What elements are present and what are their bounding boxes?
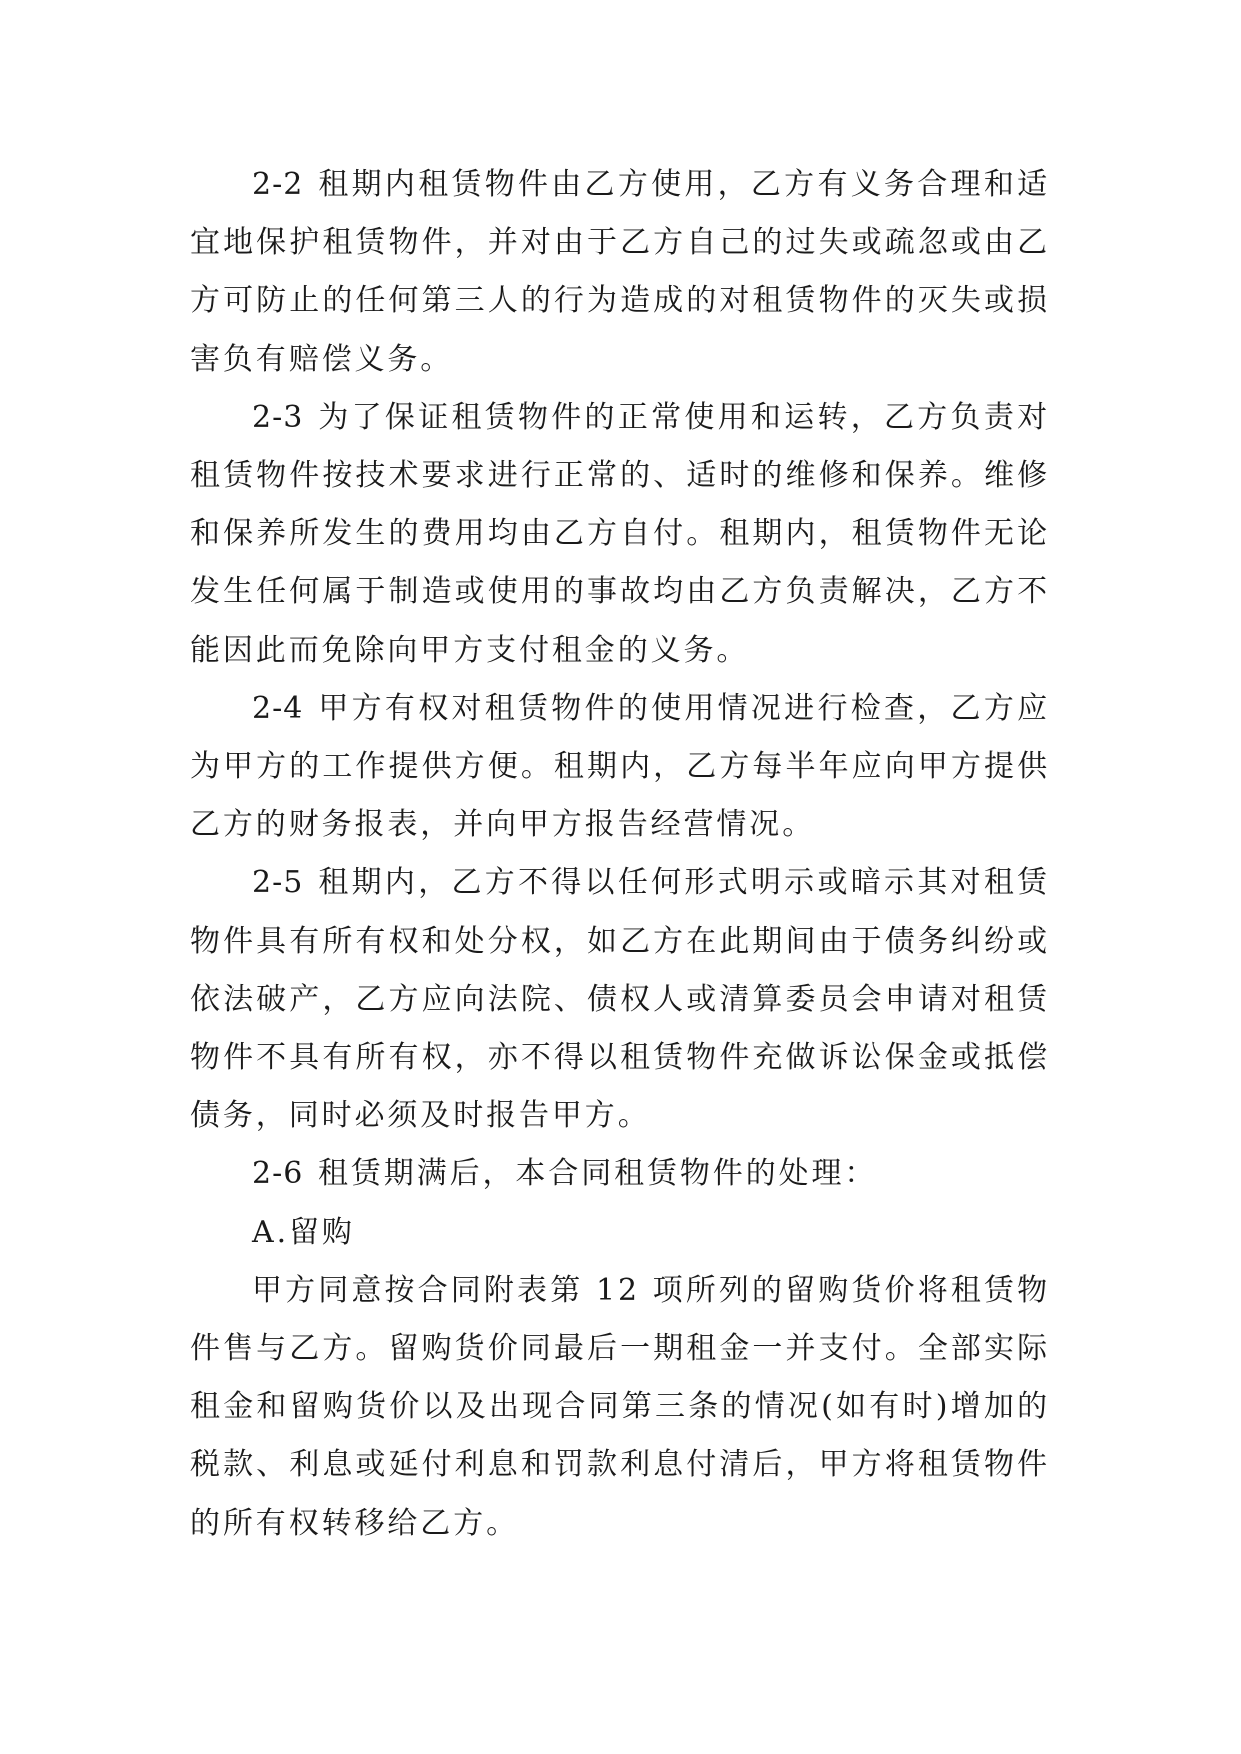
clause-2-6 xyxy=(190,1145,1050,1203)
clause-text: 为了保证租赁物件的正常使用和运转，乙方负责对租赁物件按技术要求进行正常的、适时的维修和保养。维修和保养所发生的费用均由乙方自付。租期内，租赁物件无论发生任何属于制造或使用的事故均由乙方负责解决，乙方不能因此而免除向甲方支付租金的义务。 xyxy=(190,399,1050,668)
clause-text: 租期内租赁物件由乙方使用，乙方有义务合理和适宜地保护租赁物件，并对由于乙方自己的过失或疏忽或由乙方可防止的任何第三人的行为造成的对租赁物件的灭失或损害负有赔偿义务。 xyxy=(190,167,1050,377)
clause-number: 2-6 xyxy=(252,1156,304,1192)
sub-heading-buyout: A.留购 xyxy=(252,1214,355,1250)
clause-2-3 xyxy=(190,389,1050,680)
buyout-paragraph: 甲方同意按合同附表第 12 项所列的留购货价将租赁物件售与乙方。留购货价同最后一期租金一并支付。全部实际租金和留购货价以及出现合同第三条的情况(如有时)增加的税款、利息或延付利息和罚款利息付清后，甲方将租赁物件的所有权转移给乙方。 xyxy=(190,1272,1050,1541)
clause-text: 甲方有权对租赁物件的使用情况进行检查，乙方应为甲方的工作提供方便。租期内，乙方每半年应向甲方提供乙方的财务报表，并向甲方报告经营情况。 xyxy=(190,690,1050,843)
clause-2-4 xyxy=(190,680,1050,855)
document-body xyxy=(190,156,1050,1553)
clause-number: 2-2 xyxy=(252,167,304,202)
clause-text: 租期内，乙方不得以任何形式明示或暗示其对租赁物件具有所有权和处分权，如乙方在此期间由于债务纠纷或依法破产，乙方应向法院、债权人或清算委员会申请对租赁物件不具有所有权，亦不得以租赁物件充做诉讼保金或抵偿债务，同时必须及时报告甲方。 xyxy=(190,865,1050,1134)
clause-text: 租赁期满后，本合同租赁物件的处理： xyxy=(318,1156,878,1192)
clause-number: 2-3 xyxy=(252,399,304,435)
clause-number: 2-5 xyxy=(252,865,304,901)
clause-2-2 xyxy=(190,156,1050,389)
clause-2-5 xyxy=(190,854,1050,1145)
clause-number: 2-4 xyxy=(252,690,304,726)
